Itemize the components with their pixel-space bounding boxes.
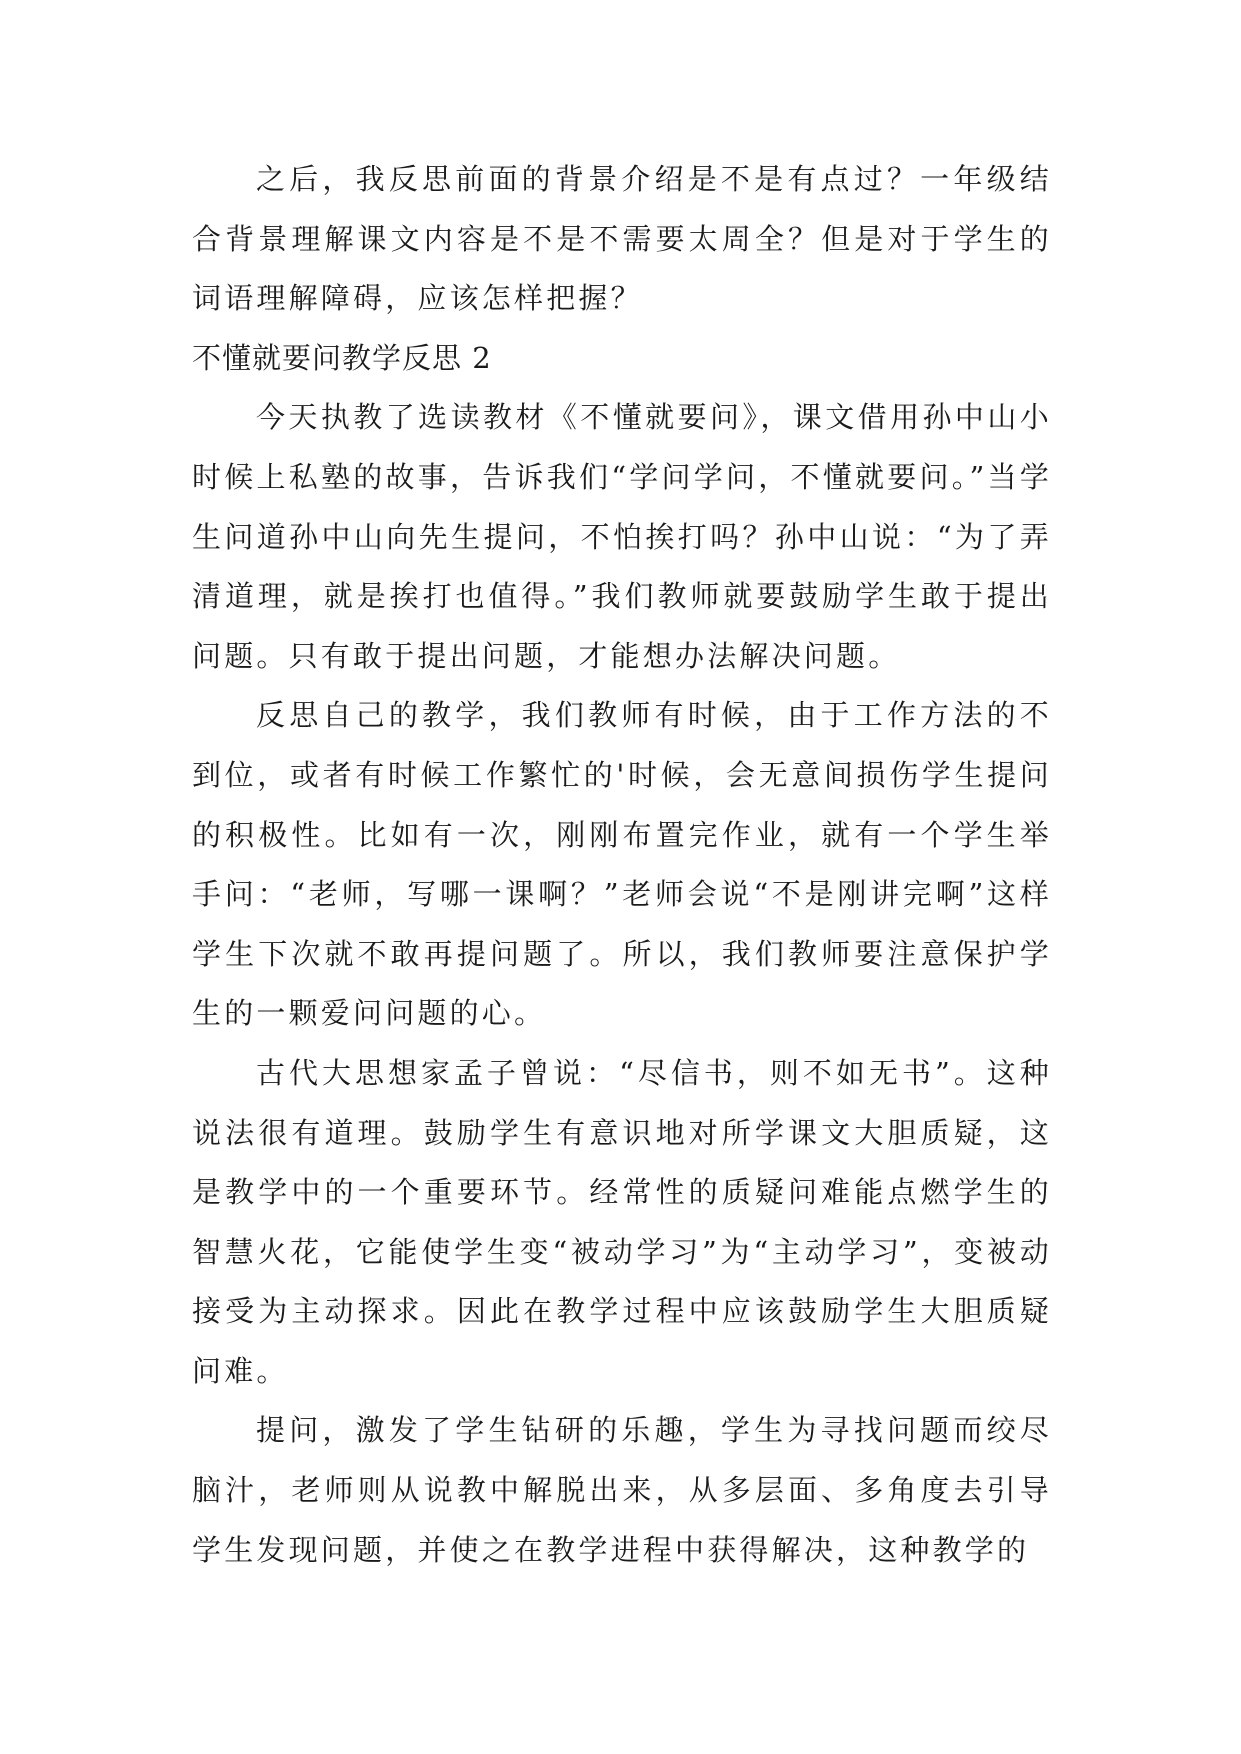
paragraph: 今天执教了选读教材《不懂就要问》，课文借用孙中山小时候上私塾的故事，告诉我们“学问学问，不懂就要问。”当学生问道孙中山向先生提问，不怕挨打吗？孙中山说：“为了弄清道理，就是挨打也值得。”我们教师就要鼓励学生敢于提出问题。只有敢于提出问题，才能想办法解决问题。 xyxy=(192,400,1052,673)
document-page xyxy=(192,150,1052,1580)
paragraph: 古代大思想家孟子曾说：“尽信书，则不如无书”。这种说法很有道理。鼓励学生有意识地对所学课文大胆质疑，这是教学中的一个重要环节。经常性的质疑问难能点燃学生的智慧火花，它能使学生变“被动学习”为“主动学习”，变被动接受为主动探求。因此在教学过程中应该鼓励学生大胆质疑问难。 xyxy=(192,1055,1052,1388)
paragraph-intro: 之后，我反思前面的背景介绍是不是有点过？一年级结合背景理解课文内容是不是不需要太周全？但是对于学生的词语理解障碍，应该怎样把握？ xyxy=(192,162,1052,316)
paragraph: 反思自己的教学，我们教师有时候，由于工作方法的不到位，或者有时候工作繁忙的'时候，会无意间损伤学生提问的积极性。比如有一次，刚刚布置完作业，就有一个学生举手问：“老师，写哪一课啊？”老师会说“不是刚讲完啊”这样学生下次就不敢再提问题了。所以，我们教师要注意保护学生的一颗爱问问题的心。 xyxy=(192,698,1052,1031)
section-heading: 不懂就要问教学反思 2 xyxy=(192,340,492,375)
paragraph: 提问，激发了学生钻研的乐趣，学生为寻找问题而绞尽脑汁，老师则从说教中解脱出来，从多层面、多角度去引导学生发现问题，并使之在教学进程中获得解决，这种教学的 xyxy=(192,1413,1052,1567)
